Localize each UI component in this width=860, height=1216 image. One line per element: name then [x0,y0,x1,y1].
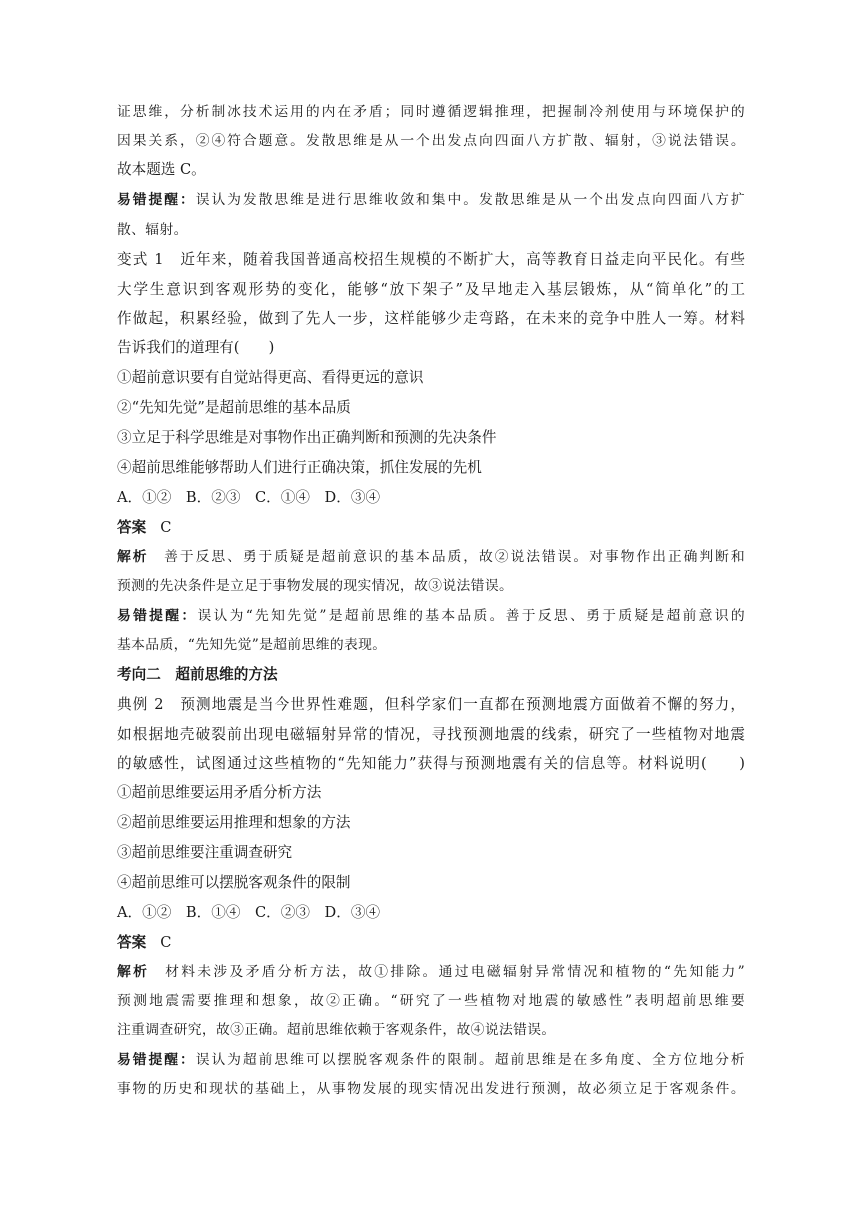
analysis-continuation-line: 因果关系，②④符合题意。发散思维是从一个出发点向四面八方扩散、辐射，③说法错误。 [117,133,745,149]
analysis-text: 预测地震需要推理和想象，故②正确。“研究了一些植物对地震的敏感性”表明超前思维要 [117,993,745,1009]
option-item: ②“先知先觉”是超前思维的基本品质 [117,399,351,416]
answer-value: C [160,519,172,536]
analysis-label: 解析 [117,549,149,565]
error-tip-label: 易错提醒： [117,608,198,624]
analysis-text: 材料未涉及矛盾分析方法，故①排除。通过电磁辐射异常情况和植物的“先知能力” [163,964,745,980]
analysis-text: 预测的先决条件是立足于事物发展的现实情况，故③说法错误。 [117,578,514,594]
error-tip-label: 易错提醒： [117,1052,196,1068]
error-tip [117,606,745,626]
option-item: ③立足于科学思维是对事物作出正确判断和预测的先决条件 [117,429,497,446]
question-stem-line: 变式 1 近年来，随着我国普通高校招生规模的不断扩大，高等教育日益走向平民化。有些 [117,251,745,268]
question-stem-line: 作做起，积累经验，做到了先人一步，这样能够少走弯路，在未来的竞争中胜人一筹。材料 [117,310,745,327]
analysis-label: 解析 [117,964,150,980]
answer-choices: A．①② B．②③ C．①④ D．③④ [117,489,381,506]
error-tip-text: 事物的历史和现状的基础上，从事物发展的现实情况出发进行预测，故必须立足于客观条件。 [117,1081,745,1097]
option-item: ③超前思维要注重调查研究 [117,844,293,861]
answer-value: C [160,934,172,951]
option-item: ①超前思维要运用矛盾分析方法 [117,784,322,801]
analysis-text: 善于反思、勇于质疑是超前意识的基本品质，故②说法错误。对事物作出正确判断和 [162,549,746,565]
error-tip-text: 基本品质，“先知先觉”是超前思维的表现。 [117,637,387,653]
analysis-line [117,547,745,567]
answer-label: 答案 [117,934,147,951]
analysis-continuation-line: 证思维，分析制冰技术运用的内在矛盾；同时遵循逻辑推理，把握制冷剂使用与环境保护的 [117,104,745,120]
answer-line [117,518,745,538]
error-tip-text: 误认为超前思维可以摆脱客观条件的限制。超前思维是在多角度、全方位地分析 [195,1052,746,1068]
option-item: ④超前思维可以摆脱客观条件的限制 [117,874,351,891]
error-tip-label: 易错提醒： [117,192,196,208]
question-stem-line: 如根据地壳破裂前出现电磁辐射异常的情况，寻找预测地震的线索，研究了一些植物对地震 [117,726,745,743]
question-stem-line: 大学生意识到客观形势的变化，能够“放下架子”及早地走入基层锻炼，从“简单化”的工 [117,281,745,298]
analysis-continuation-line: 故本题选 C。 [117,161,206,178]
option-item: ④超前思维能够帮助人们进行正确决策，抓住发展的先机 [117,459,482,476]
question-stem-line: 的敏感性，试图通过这些植物的“先知能力”获得与预测地震有关的信息等。材料说明( ) [117,755,745,772]
answer-choices: A．①② B．①④ C．②③ D．③④ [117,904,381,921]
option-item: ①超前意识要有自觉站得更高、看得更远的意识 [117,369,424,386]
section-heading: 考向二 超前思维的方法 [117,666,278,683]
error-tip [117,190,745,210]
question-stem-line: 典例 2 预测地震是当今世界性难题，但科学家们一直都在预测地震方面做着不懈的努力， [117,696,745,713]
answer-label: 答案 [117,519,147,536]
analysis-text: 注重调查研究，故③正确。超前思维依赖于客观条件，故④说法错误。 [117,1022,556,1038]
question-stem-line: 告诉我们的道理有( ) [117,339,275,356]
analysis-line [117,962,745,982]
error-tip-text: 散、辐射。 [117,222,188,238]
answer-line [117,933,745,953]
error-tip-text: 误认为“先知先觉”是超前思维的基本品质。善于反思、勇于质疑是超前意识的 [197,608,746,624]
option-item: ②超前思维要运用推理和想象的方法 [117,814,351,831]
error-tip-text: 误认为发散思维是进行思维收敛和集中。发散思维是从一个出发点向四面八方扩 [195,192,746,208]
error-tip [117,1050,745,1070]
